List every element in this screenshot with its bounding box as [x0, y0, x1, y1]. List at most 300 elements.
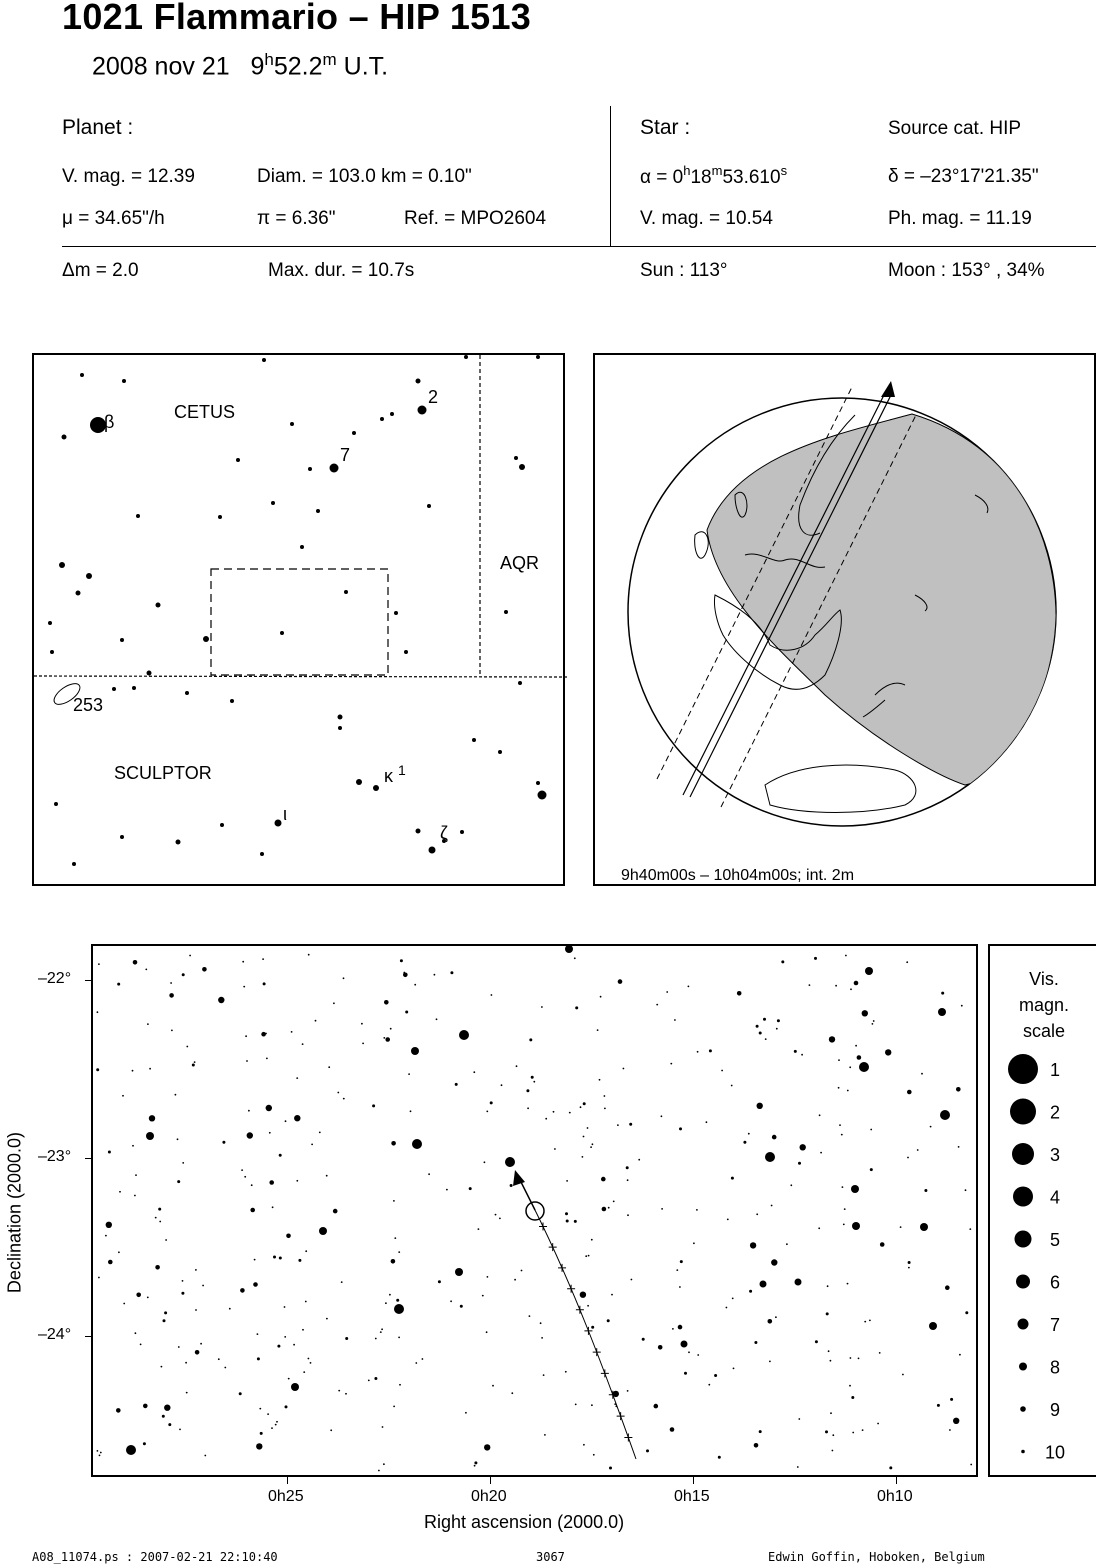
chart-star-bright	[940, 1110, 950, 1120]
chart-star-bright	[459, 1030, 469, 1040]
chart-star	[96, 1068, 99, 1071]
chart-star	[777, 1019, 780, 1022]
chart-star	[771, 1259, 777, 1265]
chart-star	[253, 1282, 258, 1287]
x-tick-label: 0h15	[674, 1488, 710, 1505]
chart-star-bright	[319, 1227, 327, 1235]
chart-star	[186, 1392, 188, 1394]
star	[356, 779, 362, 785]
chart-star	[531, 1076, 534, 1079]
chart-star	[726, 1307, 728, 1309]
chart-star	[484, 1161, 486, 1163]
star	[120, 638, 124, 642]
chart-star	[265, 1033, 267, 1035]
globe-map	[593, 353, 1096, 886]
chart-star	[175, 1094, 177, 1096]
chart-star	[159, 1221, 161, 1223]
chart-star	[195, 1350, 200, 1355]
chart-star	[100, 1452, 102, 1454]
magnitude-dot	[1012, 1143, 1034, 1165]
star	[132, 686, 136, 690]
chart-star	[565, 1212, 568, 1215]
chart-star	[737, 991, 742, 996]
chart-star	[765, 1038, 767, 1040]
chart-star	[135, 1332, 137, 1334]
constellation-map	[32, 353, 565, 886]
chart-star	[185, 1362, 187, 1364]
chart-star	[604, 1095, 606, 1097]
chart-star	[118, 1251, 120, 1253]
chart-star	[338, 1390, 340, 1392]
chart-star-bright	[565, 945, 573, 953]
chart-star	[275, 1424, 277, 1426]
star	[404, 650, 408, 654]
chart-star	[240, 1288, 245, 1293]
chart-star	[684, 1372, 687, 1375]
chart-star	[272, 1206, 274, 1208]
chart-star	[393, 1200, 395, 1202]
chart-star	[415, 1362, 417, 1364]
magnitude-label: 3	[1050, 1145, 1061, 1165]
star	[344, 590, 348, 594]
chart-star	[670, 1063, 672, 1065]
track-tick	[567, 1285, 575, 1293]
track-tick	[617, 1412, 625, 1420]
chart-star	[310, 1362, 312, 1364]
chart-star	[384, 1000, 389, 1005]
chart-star	[580, 1106, 582, 1108]
chart-star	[623, 1068, 625, 1070]
chart-star	[134, 1195, 136, 1197]
star	[76, 591, 81, 596]
chart-star	[469, 1187, 472, 1190]
chart-star	[642, 1338, 645, 1341]
chart-star	[543, 1374, 545, 1376]
chart-field-outline	[211, 569, 388, 675]
star	[136, 514, 140, 518]
chart-star	[591, 1326, 594, 1329]
chart-star	[254, 1259, 256, 1261]
x-tick-mark	[287, 1477, 288, 1484]
chart-star	[958, 1146, 960, 1148]
chart-star	[697, 1354, 699, 1356]
chart-star	[838, 1059, 840, 1061]
chart-star	[676, 1269, 678, 1271]
star-label-7: 7	[340, 445, 351, 465]
chart-star	[843, 1224, 845, 1226]
chart-star	[965, 1189, 967, 1191]
chart-star-bright	[859, 1062, 869, 1072]
chart-star	[246, 1060, 248, 1062]
chart-star	[617, 1124, 619, 1126]
chart-star	[202, 967, 207, 972]
chart-star	[801, 1054, 803, 1056]
chart-star	[917, 1149, 919, 1151]
chart-star	[251, 1184, 253, 1186]
star	[72, 862, 76, 866]
chart-star	[202, 1285, 204, 1287]
chart-star-bright	[291, 1383, 299, 1391]
chart-star	[389, 1294, 391, 1296]
chart-star	[921, 1073, 923, 1075]
magnitude-label: 10	[1045, 1442, 1066, 1463]
chart-star	[600, 996, 602, 998]
chart-star	[627, 1390, 629, 1392]
chart-star	[750, 1242, 756, 1248]
chart-star	[798, 1162, 801, 1165]
chart-star	[98, 963, 100, 965]
chart-star	[492, 1385, 494, 1387]
chart-star	[136, 1293, 141, 1298]
chart-star	[341, 1281, 343, 1283]
chart-star	[491, 994, 493, 996]
chart-star	[436, 1018, 438, 1020]
star	[536, 781, 540, 785]
chart-star	[902, 1374, 904, 1376]
chart-star	[545, 1118, 547, 1120]
star	[504, 610, 508, 614]
chart-star	[591, 1239, 593, 1241]
chart-star	[108, 1151, 111, 1154]
chart-star	[870, 1129, 872, 1131]
chart-star-bright	[146, 1132, 154, 1140]
chart-star	[261, 1032, 266, 1037]
chart-star	[845, 955, 847, 957]
star	[156, 603, 161, 608]
chart-star	[575, 1404, 577, 1406]
chart-star	[527, 1107, 529, 1109]
chart-star	[574, 957, 576, 959]
chart-star	[482, 1295, 484, 1297]
chart-star	[847, 1090, 849, 1092]
chart-star	[147, 1023, 149, 1025]
event-date: 2008 nov 21	[92, 52, 230, 81]
chart-star	[410, 1110, 412, 1112]
chart-star	[924, 1189, 927, 1192]
chart-star	[854, 981, 859, 986]
chart-star	[245, 1035, 247, 1037]
chart-star	[375, 1338, 377, 1340]
star	[427, 504, 431, 508]
star	[112, 687, 116, 691]
chart-star	[864, 1321, 866, 1323]
chart-star	[119, 1191, 121, 1193]
magnitude-dot	[1016, 1275, 1030, 1289]
chart-star	[296, 1180, 298, 1182]
chart-star	[189, 955, 191, 957]
chart-star	[164, 1311, 167, 1314]
track-tick	[576, 1306, 584, 1314]
chart-star	[229, 1308, 231, 1310]
chart-star	[182, 1162, 184, 1164]
chart-star	[158, 1208, 161, 1211]
hour-unit: h	[264, 50, 274, 69]
chart-star	[368, 1380, 370, 1382]
chart-star	[709, 1049, 712, 1052]
chart-star	[484, 1444, 490, 1450]
star-label-iota: ι	[283, 804, 287, 824]
chart-star	[680, 1260, 683, 1263]
star	[147, 671, 152, 676]
chart-star	[959, 1354, 961, 1356]
page-title: 1021 Flammario – HIP 1513	[62, 0, 532, 37]
chart-star	[192, 1064, 195, 1067]
chart-star	[706, 1121, 708, 1123]
chart-star	[145, 969, 147, 971]
chart-star	[627, 1179, 629, 1181]
chart-star	[319, 1132, 321, 1134]
magnitude-label: 2	[1050, 1102, 1061, 1123]
chart-star	[956, 1087, 961, 1092]
chart-star	[631, 1279, 633, 1281]
chart-star	[385, 1302, 387, 1304]
track-tick	[593, 1348, 601, 1356]
star	[338, 715, 343, 720]
star-phmag: Ph. mag. = 11.19	[888, 208, 1032, 229]
chart-star	[398, 1337, 400, 1339]
chart-star	[284, 1306, 286, 1308]
chart-star	[553, 1111, 555, 1113]
chart-star	[155, 1217, 157, 1219]
chart-star	[743, 1141, 746, 1144]
chart-star	[394, 1237, 396, 1239]
chart-star	[381, 1328, 383, 1330]
chart-star	[587, 1305, 589, 1307]
chart-star	[829, 1036, 835, 1042]
chart-star	[862, 1010, 868, 1016]
chart-star	[414, 984, 416, 986]
chart-star	[374, 1377, 377, 1380]
star-label-kappa: κ	[384, 766, 393, 786]
chart-star	[566, 1180, 568, 1182]
chart-star	[105, 1235, 107, 1237]
chart-star	[590, 1146, 592, 1148]
chart-star	[398, 1251, 400, 1253]
x-axis-label: Right ascension (2000.0)	[424, 1512, 625, 1532]
star	[518, 681, 522, 685]
chart-star	[514, 1279, 516, 1281]
chart-star	[446, 1189, 448, 1191]
chart-star	[800, 1144, 806, 1150]
label-sculptor: SCULPTOR	[114, 763, 212, 783]
x-tick-mark	[896, 1477, 897, 1484]
max-duration: Max. dur. = 10.7s	[268, 260, 415, 281]
star	[62, 435, 67, 440]
chart-star-bright	[455, 1268, 463, 1276]
chart-star	[194, 1061, 196, 1063]
chart-star	[143, 1404, 148, 1409]
event-hour: 9	[250, 52, 265, 81]
chart-star	[244, 1176, 246, 1178]
chart-star-bright	[852, 1222, 860, 1230]
galaxy-label-253: 253	[73, 695, 104, 715]
chart-star	[147, 1297, 149, 1299]
chart-star	[391, 1259, 396, 1264]
chart-star	[474, 1461, 477, 1464]
star-kappa1	[373, 785, 379, 791]
chart-star	[809, 984, 811, 986]
chart-star	[294, 1115, 300, 1121]
chart-star	[345, 1337, 348, 1340]
chart-star	[285, 1405, 288, 1408]
chart-star	[521, 1270, 523, 1272]
chart-star	[756, 1025, 759, 1028]
chart-star	[666, 991, 668, 993]
chart-star	[501, 1084, 503, 1086]
chart-star	[438, 1280, 441, 1283]
star	[176, 840, 181, 845]
star-label-zeta: ζ	[440, 823, 448, 843]
chart-star	[450, 1300, 452, 1302]
chart-star	[303, 1371, 305, 1373]
chart-star	[326, 1175, 328, 1177]
chart-star	[380, 1331, 382, 1333]
chart-star	[593, 1454, 595, 1456]
star	[262, 358, 266, 362]
star	[280, 631, 284, 635]
chart-star	[490, 1101, 493, 1104]
chart-star	[950, 1398, 953, 1401]
chart-star	[486, 1111, 488, 1113]
chart-star	[242, 961, 244, 963]
chart-star-bright	[938, 1008, 946, 1016]
chart-star	[565, 1371, 567, 1373]
chart-star	[885, 1049, 891, 1055]
chart-star	[256, 1443, 262, 1449]
chart-star	[819, 1114, 821, 1116]
chart-star	[218, 1358, 220, 1360]
magnitude-dots	[1008, 1054, 1065, 1463]
chart-star	[460, 1305, 463, 1308]
track-arrow-head	[513, 1170, 525, 1186]
chart-star	[775, 1316, 777, 1318]
sun-elongation: Sun : 113°	[640, 260, 728, 281]
chart-star	[908, 1261, 911, 1264]
chart-star	[149, 1115, 155, 1121]
chart-star	[759, 1430, 762, 1433]
chart-star	[772, 1135, 777, 1140]
chart-star	[798, 1418, 800, 1420]
chart-star	[262, 958, 264, 960]
chart-star	[263, 982, 266, 985]
chart-star	[474, 1465, 476, 1467]
chart-star	[279, 1154, 282, 1157]
direction-arrow	[881, 381, 895, 397]
chart-star	[583, 1136, 585, 1138]
chart-star	[99, 1455, 101, 1457]
moon-info: Moon : 153° , 34%	[888, 260, 1045, 281]
chart-star	[511, 1392, 513, 1394]
chart-star	[399, 1384, 401, 1386]
chart-star	[763, 1018, 766, 1021]
chart-star	[849, 1066, 851, 1068]
chart-star	[326, 1318, 328, 1320]
chart-star	[844, 1208, 846, 1210]
chart-star	[839, 1124, 841, 1126]
chart-star	[165, 1239, 167, 1241]
chart-star	[293, 1344, 295, 1346]
y-tick-mark	[85, 1158, 91, 1159]
chart-star	[181, 1292, 184, 1295]
star	[416, 829, 421, 834]
chart-star-bright	[760, 1281, 767, 1288]
chart-star-bright	[505, 1157, 515, 1167]
chart-star	[182, 973, 185, 976]
chart-star	[302, 1043, 304, 1045]
chart-star	[566, 1220, 569, 1223]
chart-star	[428, 1173, 430, 1175]
x-tick-label: 0h10	[877, 1488, 913, 1505]
track-tick	[539, 1222, 547, 1230]
chart-star	[143, 1442, 146, 1445]
chart-star	[588, 1255, 590, 1257]
chart-star	[678, 1325, 683, 1330]
chart-star	[693, 1242, 695, 1244]
star	[48, 621, 52, 625]
chart-star	[333, 1002, 335, 1004]
chart-star	[674, 1019, 676, 1021]
y-tick-label: –24°	[38, 1326, 72, 1343]
chart-star	[378, 1470, 380, 1472]
chart-star	[495, 1214, 497, 1216]
chart-star	[383, 1463, 385, 1465]
chart-star	[541, 1337, 543, 1339]
star	[230, 699, 234, 703]
chart-star	[961, 1005, 963, 1007]
chart-star	[889, 1466, 892, 1469]
chart-star	[162, 1415, 165, 1418]
chart-star	[599, 1079, 601, 1081]
chart-star	[382, 1426, 384, 1428]
chart-star	[608, 1207, 610, 1209]
chart-star-bright	[865, 967, 873, 975]
star-zeta	[429, 847, 436, 854]
magnitude-dot	[1008, 1054, 1038, 1084]
chart-star	[455, 1083, 458, 1086]
chart-star	[850, 988, 852, 990]
chart-star	[544, 1434, 546, 1436]
star	[260, 852, 264, 856]
chart-star	[385, 1037, 390, 1042]
magnitude-dot	[1019, 1363, 1027, 1371]
chart-star	[393, 1406, 395, 1408]
chart-star	[820, 1152, 822, 1154]
magnitude-label: 4	[1050, 1187, 1061, 1208]
magnitude-drop: Δm = 2.0	[62, 260, 139, 281]
chart-star	[696, 1209, 698, 1211]
chart-star	[487, 1276, 489, 1278]
magnitude-dot	[1015, 1231, 1032, 1248]
time-suffix: U.T.	[343, 52, 389, 81]
star	[380, 417, 384, 421]
chart-star	[869, 1320, 871, 1322]
star	[120, 835, 124, 839]
chart-star	[164, 1405, 170, 1411]
chart-star	[333, 1209, 338, 1214]
chart-star	[654, 1404, 659, 1409]
label-aqr: AQR	[500, 553, 540, 573]
star	[536, 355, 540, 359]
chart-star	[526, 1089, 529, 1092]
chart-star	[582, 1156, 584, 1158]
chart-star	[908, 1267, 910, 1269]
chart-star	[250, 1208, 255, 1213]
chart-star	[679, 1127, 682, 1130]
chart-star	[218, 997, 224, 1003]
chart-star	[133, 960, 138, 965]
chart-star	[591, 1404, 593, 1406]
constellation-map-svg	[34, 355, 567, 888]
